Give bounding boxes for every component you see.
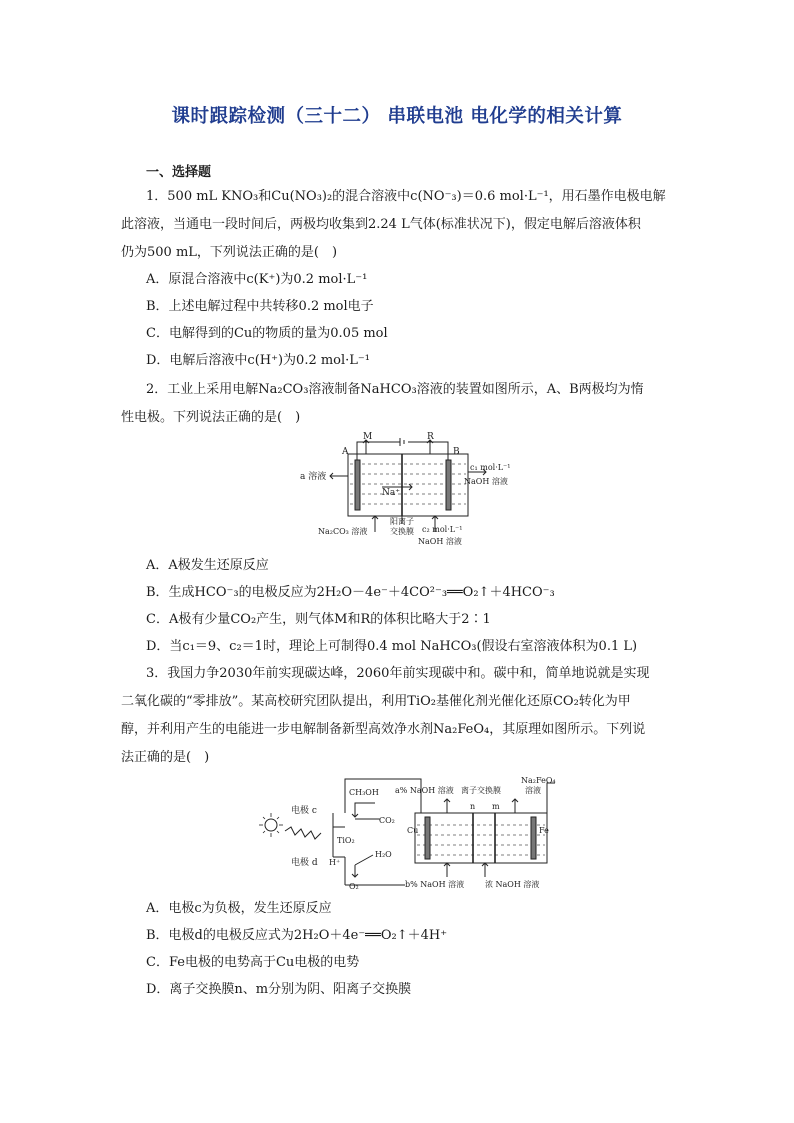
q2-label-naoh-2: NaOH 溶液 <box>418 537 462 546</box>
q2-label-membrane-1: 阳离子 <box>390 517 414 526</box>
q3-photocatalysis-diagram <box>255 773 565 893</box>
q3-label-cu: Cu <box>407 826 419 835</box>
q3-option-a: A．电极c为负极，发生还原反应 <box>146 901 332 916</box>
q1-option-d: D．电解后溶液中c(H⁺)为0.2 mol·L⁻¹ <box>146 353 371 368</box>
q3-stem-line-3: 醇，并利用产生的电能进一步电解制备新型高效净水剂Na₂FeO₄，其原理如图所示。下列说 <box>121 722 646 737</box>
q3-stem-line-1: 3．我国力争2030年前实现碳达峰，2060年前实现碳中和。碳中和，简单地说就是实现 <box>146 666 650 681</box>
q1-option-c: C．电解得到的Cu的物质的量为0.05 mol <box>146 326 388 341</box>
q3-label-fe: Fe <box>539 826 549 835</box>
q2-option-c: C．A极有少量CO₂产生，则气体M和R的体积比略大于2∶1 <box>146 612 491 627</box>
q3-label-electrode-c: 电极 c <box>291 806 317 816</box>
q2-stem-line-2: 性电极。下列说法正确的是( ) <box>121 410 301 425</box>
q3-label-na2feo4: Na₂FeO₄ <box>521 776 556 785</box>
q3-label-na2feo4-solution: 溶液 <box>525 786 541 795</box>
q2-label-r: R <box>427 432 434 442</box>
q2-stem-line-1: 2．工业上采用电解Na₂CO₃溶液制备NaHCO₃溶液的装置如图所示，A、B两极均为惰 <box>146 382 644 397</box>
q3-option-c: C．Fe电极的电势高于Cu电极的电势 <box>146 955 360 970</box>
q3-label-electrode-d: 电极 d <box>291 858 318 868</box>
q2-label-naoh-1: NaOH 溶液 <box>464 477 508 486</box>
q3-option-d: D．离子交换膜n、m分别为阴、阳离子交换膜 <box>146 982 412 997</box>
q2-label-c1: c₁ mol·L⁻¹ <box>470 463 511 472</box>
q3-label-b-naoh: b% NaOH 溶液 <box>405 880 465 889</box>
q2-option-a: A．A极发生还原反应 <box>146 558 269 573</box>
q3-stem-line-2: 二氧化碳的“零排放”。某高校研究团队提出，利用TiO₂基催化剂光催化还原CO₂转化为甲 <box>121 694 631 709</box>
q3-label-membrane: 离子交换膜 <box>461 786 501 795</box>
q3-option-b: B．电极d的电极反应式为2H₂O＋4e⁻══O₂↑＋4H⁺ <box>146 928 448 943</box>
q2-label-b: B <box>453 447 460 457</box>
q3-label-co2: CO₂ <box>379 816 395 825</box>
q2-label-c2: c₂ mol·L⁻¹ <box>422 525 463 534</box>
q3-label-conc-naoh: 浓 NaOH 溶液 <box>485 880 540 889</box>
q1-option-b: B．上述电解过程中共转移0.2 mol电子 <box>146 299 374 314</box>
q2-option-b: B．生成HCO⁻₃的电极反应为2H₂O－4e⁻＋4CO²⁻₃══O₂↑＋4HCO⁻₃ <box>146 585 555 600</box>
q3-label-ch3oh: CH₃OH <box>349 788 379 797</box>
page-title: 课时跟踪检测（三十二） 串联电池 电化学的相关计算 <box>171 106 623 127</box>
q3-label-hplus: H⁺ <box>329 858 341 867</box>
q2-label-m: M <box>363 432 373 442</box>
q3-label-tio2: TiO₂ <box>337 836 355 845</box>
q2-label-na2co3: Na₂CO₃ 溶液 <box>318 527 368 536</box>
q3-label-o2: O₂ <box>349 882 359 891</box>
q2-electrolysis-diagram <box>300 432 530 552</box>
section-heading: 一、选择题 <box>146 165 212 180</box>
q1-option-a: A．原混合溶液中c(K⁺)为0.2 mol·L⁻¹ <box>146 272 368 287</box>
q2-label-a-solution: a 溶液 <box>300 472 327 482</box>
q3-stem-line-4: 法正确的是( ) <box>121 750 210 765</box>
q1-stem-line-2: 此溶液，当通电一段时间后，两极均收集到2.24 L气体(标准状况下)，假定电解后溶液体积 <box>121 217 641 232</box>
q2-label-na: Na⁺ <box>382 488 400 498</box>
q3-label-m: m <box>492 802 500 811</box>
q2-option-d: D．当c₁＝9、c₂＝1时，理论上可制得0.4 mol NaHCO₃(假设右室溶液体积为0.1 L) <box>146 639 638 654</box>
q3-label-n: n <box>470 802 476 811</box>
q3-label-h2o: H₂O <box>375 850 392 859</box>
q1-stem-line-1: 1．500 mL KNO₃和Cu(NO₃)₂的混合溶液中c(NO⁻₃)＝0.6 mol·L⁻¹，用石墨作电极电解 <box>146 189 666 204</box>
q2-label-a: A <box>342 447 349 457</box>
q3-label-a-naoh: a% NaOH 溶液 <box>395 786 454 795</box>
q2-label-membrane-2: 交换膜 <box>390 527 414 536</box>
q1-stem-line-3: 仍为500 mL，下列说法正确的是( ) <box>121 245 338 260</box>
